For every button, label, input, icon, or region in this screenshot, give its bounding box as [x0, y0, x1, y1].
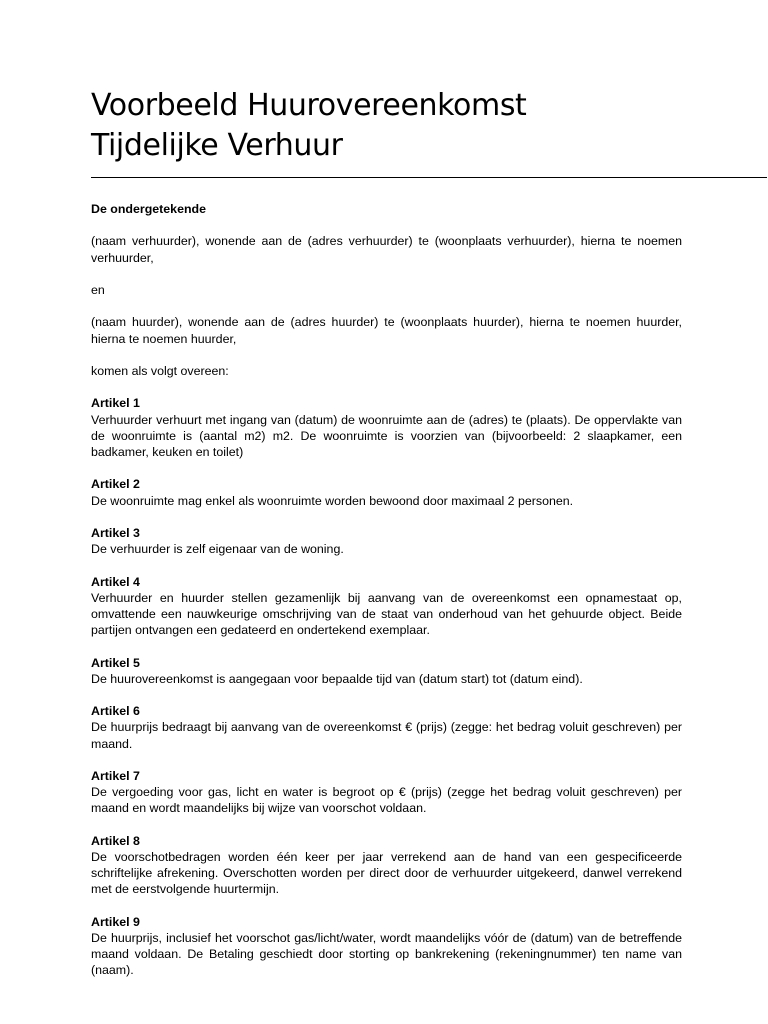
article-body: De voorschotbedragen worden één keer per jaar verrekend aan de hand van een gespecificeerde schriftelijke afrekening. Overschotten worden per direct door de verhuurder uitgekeerd, danwel verrekend met de eerstvolgende huurtermijn.: [91, 849, 682, 897]
article-body: Verhuurder en huurder stellen gezamenlijk bij aanvang van de overeenkomst een opnamestaat op, omvattende een nauwkeurige omschrijving van de staat van onderhoud van het gehuurde object. Beide partijen ontvangen een gedateerd en ondertekend exemplaar.: [91, 590, 682, 638]
intro-heading: De ondergetekende: [91, 202, 206, 216]
title-line-1: Voorbeeld Huurovereenkomst: [91, 88, 527, 123]
article-8: [91, 833, 682, 898]
article-body: De huurovereenkomst is aangegaan voor bepaalde tijd van (datum start) tot (datum eind).: [91, 671, 583, 686]
article-5: [91, 655, 682, 687]
article-9: [91, 914, 682, 979]
article-body: De huurprijs, inclusief het voorschot gas/licht/water, wordt maandelijks vóór de (datum) van de betreffende maand voldaan. De Betaling geschiedt door storting op bankrekening (rekeningnummer) ten name van (naam).: [91, 930, 682, 978]
article-3: [91, 525, 682, 557]
article-heading: Artikel 1: [91, 396, 140, 411]
agreement-line: komen als volgt overeen:: [91, 363, 229, 378]
article-body: De vergoeding voor gas, licht en water is begroot op € (prijs) (zegge het bedrag voluit geschreven) per maand en wordt maandelijks bij wijze van voorschot voldaan.: [91, 785, 682, 816]
article-heading: Artikel 5: [91, 655, 140, 670]
tenant-paragraph: (naam huurder), wonende aan de (adres huurder) te (woonplaats huurder), hierna te noemen huurder, hierna te noemen huurder,: [91, 315, 682, 346]
article-heading: Artikel 2: [91, 477, 140, 492]
article-body: De huurprijs bedraagt bij aanvang van de overeenkomst € (prijs) (zegge: het bedrag voluit geschreven) per maand.: [91, 720, 682, 751]
article-1: [91, 395, 682, 460]
article-2: [91, 476, 682, 508]
article-4: [91, 574, 682, 639]
article-heading: Artikel 6: [91, 704, 140, 719]
article-body: De verhuurder is zelf eigenaar van de woning.: [91, 542, 344, 557]
title-line-2: Tijdelijke Verhuur: [91, 128, 343, 163]
article-heading: Artikel 3: [91, 525, 140, 540]
article-heading: Artikel 4: [91, 574, 140, 589]
document-body: [91, 201, 682, 995]
article-7: [91, 768, 682, 817]
article-body: Verhuurder verhuurt met ingang van (datum) de woonruimte aan de (adres) te (plaats). De oppervlakte van de woonruimte is (aantal m2) m2. De woonruimte is voorzien van (bijvoorbeeld: 2 slaapkamer, een badkamer, keuken en toilet): [91, 412, 682, 459]
title-divider: [91, 177, 767, 178]
article-6: [91, 703, 682, 752]
article-heading: Artikel 9: [91, 914, 140, 929]
landlord-paragraph: (naam verhuurder), wonende aan de (adres verhuurder) te (woonplaats verhuurder), hierna te noemen verhuurder,: [91, 234, 682, 265]
article-body: De woonruimte mag enkel als woonruimte worden bewoond door maximaal 2 personen.: [91, 493, 574, 508]
article-heading: Artikel 8: [91, 833, 140, 848]
article-heading: Artikel 7: [91, 768, 140, 783]
document-title: [91, 86, 751, 166]
connector-text: en: [91, 282, 105, 297]
